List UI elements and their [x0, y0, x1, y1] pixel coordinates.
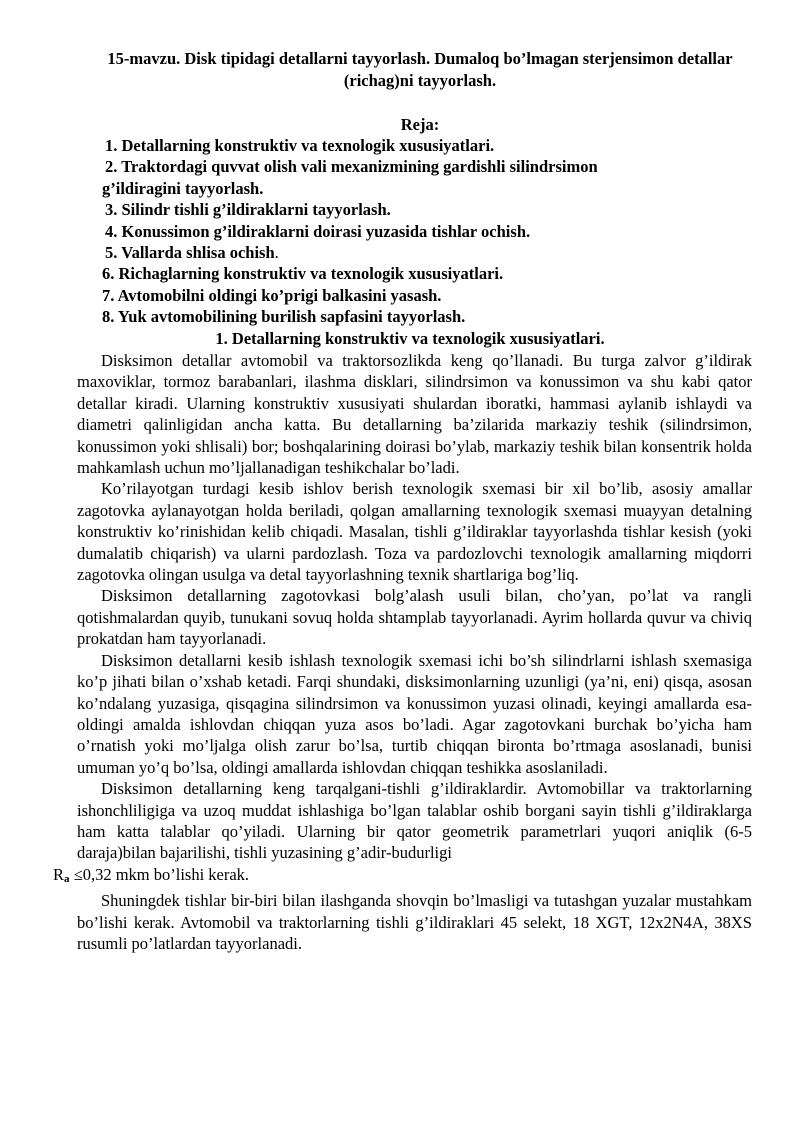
plan-item: 2. Traktordagi quvvat olish vali mexanizmining gardishli silindrsimon [105, 157, 598, 177]
section-heading: 1. Detallarning konstruktiv va texnologik xususiyatlari. [215, 329, 605, 348]
plan-item: 3. Silindr tishli g’ildiraklarni tayyorlash. [105, 200, 391, 220]
page-title: 15-mavzu. Disk tipidagi detallarni tayyorlash. Dumaloq bo’lmagan sterjensimon detallar (richag)ni tayyorlash. [107, 49, 733, 90]
paragraph [53, 778, 752, 890]
roughness-subscript: a [64, 872, 70, 885]
paragraph: Disksimon detallarni kesib ishlash texnologik sxemasi ichi bo’sh silindrlarni ishlash sxemasiga ko’p jihati bilan o’xshab ketadi. Farqi shundaki, disksimonlarning uzunligi (ya’ni, eni) qisqa, asosan ko’ndalang yuzasiga, qisqagina silindrsimon va konussimon yuzasi olinadi, keyingi amallarda esa-oldingi amalda ishlovdan chiqqan yuza asos bo’ladi. Agar zagotovkani burchak bo’yicha ham o’rnatish yoki mo’ljalga olish zarur bo’lsa, turtib chiqqan bironta bo’rtmaga asoslanadi, bunisi umuman yo’q bo’lsa, oldingi amallarda ishlovdan chiqqan teshikka asoslaniladi. [77, 650, 752, 777]
paragraph: Shuningdek tishlar bir-biri bilan ilashganda shovqin bo’lmasligi va tutashgan yuzalar mustahkam bo’lishi kerak. Avtomobil va traktorlarning tishli g’ildiraklari 45 selekt, 18 XGT, 12x2N4A, 38XS rusumli po’latlardan tayyorlanadi. [77, 891, 752, 953]
plan-item [105, 242, 279, 263]
plan-item: 1. Detallarning konstruktiv va texnologik xususiyatlari. [105, 136, 495, 155]
roughness-text: ≤0,32 mkm bo’lishi kerak. [69, 864, 250, 884]
plan-item: 7. Avtomobilni oldingi ko’prigi balkasini yasash. [102, 285, 442, 305]
plan-item: g’ildiragini tayyorlash. [102, 178, 264, 198]
plan-item: 6. Richaglarning konstruktiv va texnologik xususiyatlari. [102, 264, 504, 284]
plan-item-text: 5. Vallarda shlisa ochish [105, 243, 275, 262]
paragraph: Disksimon detallarning zagotovkasi bolg’alash usuli bilan, cho’yan, po’lat va rangli qotishmalardan quyib, tunukani sovuq holda shtamplab tayyorlanadi. Ayrim hollarda quvur va chiviq prokatdan ham tayyorlanadi. [77, 586, 752, 649]
plan-item-period: . [274, 243, 279, 262]
plan-item: 4. Konussimon g’ildiraklarni doirasi yuzasida tishlar ochish. [105, 221, 531, 241]
roughness-line [53, 864, 249, 890]
body-text [53, 350, 752, 954]
paragraph: Disksimon detallar avtomobil va traktorsozlikda keng qo’llanadi. Bu turga zalvor g’ildirak maxoviklar, tormoz barabanlari, ilashma disklari, silindrsimon va konussimon va shu kabi qator detallar kiradi. Ularning konstruktiv xususiyati shulardan iboratki, hammasi aylanib ishlaydi va diametri qalinligidan ancha katta. Bu detallarning ba’zilarida markaziy teshik (silindrsimon, konussimon yoki shlisali) bor; boshqalarining doirasi bo’ylab, markaziy teshik bilan konsentrik holda mahkamlash uchun mo’ljallanadigan teshikchalar bo’ladi. [77, 351, 752, 478]
plan-item: 8. Yuk avtomobilining burilish sapfasini tayyorlash. [102, 307, 466, 327]
plan-heading: Reja: [400, 115, 440, 134]
roughness-symbol: R [53, 864, 65, 884]
paragraph-text: Disksimon detallarning keng tarqalgani-tishli g’ildiraklardir. Avtomobillar va traktorlarning ishonchliligiga va uzoq muddat ishlashiga bo’lgan talablar oshib borgani sayin tishli g’ildiraklarga ham katta talablar qo’yiladi. Ularning bir qator geometrik parametrlari yuqori aniqlik (6-5 daraja)bilan bajarilishi, tishli yuzasining g’adir-budurligi [77, 779, 752, 863]
paragraph: Ko’rilayotgan turdagi kesib ishlov berish texnologik sxemasi bir xil bo’lib, asosiy amallar zagotovka aylanayotgan holda beriladi, qolgan amallarning texnologik sxemasi muayyan detalning konstruktiv ko’rinishidan kelib chiqadi. Masalan, tishli g’ildiraklar tayyorlashda tishlar kesish (yoki dumalatib chiqarish) va ularni pardozlash. Toza va pardozlovchi texnologik amallarning miqdorri zagotovka olingan usulga va detal tayyorlashning texnik shartlariga bog’liq. [77, 479, 752, 585]
